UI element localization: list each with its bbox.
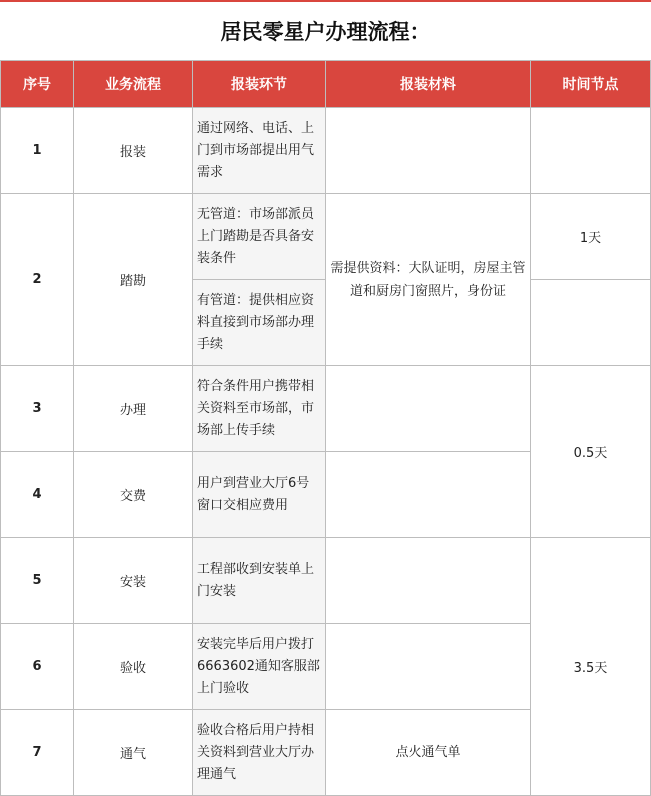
row-process: 报装 — [74, 108, 193, 194]
row-seq: 3 — [1, 366, 74, 452]
row-material-empty — [326, 108, 531, 194]
row-step: 无管道：市场部派员上门踏勘是否具备安装条件 — [193, 194, 326, 280]
row-seq: 7 — [1, 710, 74, 796]
row-step: 符合条件用户携带相关资料至市场部，市场部上传手续 — [193, 366, 326, 452]
time-node-1: 1天 — [531, 194, 651, 280]
header-seq: 序号 — [1, 61, 74, 108]
page-title: 居民零星户办理流程： — [220, 20, 431, 44]
row-seq: 4 — [1, 452, 74, 538]
row-process: 安装 — [74, 538, 193, 624]
row-seq: 6 — [1, 624, 74, 710]
table-row — [1, 194, 651, 280]
process-table — [0, 60, 651, 796]
row-step: 用户到营业大厅6号窗口交相应费用 — [193, 452, 326, 538]
row-material-empty — [326, 452, 531, 538]
row-seq: 1 — [1, 108, 74, 194]
row-seq: 2 — [1, 194, 74, 366]
table-row — [1, 366, 651, 452]
row-material-empty — [326, 366, 531, 452]
row-time-empty — [531, 108, 651, 194]
row-step: 工程部收到安装单上门安装 — [193, 538, 326, 624]
row-step: 通过网络、电话、上门到市场部提出用气需求 — [193, 108, 326, 194]
header-process: 业务流程 — [74, 61, 193, 108]
row-process: 踏勘 — [74, 194, 193, 366]
time-node-3: 3.5天 — [531, 538, 651, 796]
row-process: 验收 — [74, 624, 193, 710]
table-row — [1, 108, 651, 194]
material-ignition: 点火通气单 — [326, 710, 531, 796]
header-row — [1, 61, 651, 108]
row-step: 安装完毕后用户拨打6663602通知客服部上门验收 — [193, 624, 326, 710]
material-survey-text: 需提供资料：大队证明，房屋主管道和厨房门窗照片，身份证 — [330, 260, 526, 299]
row-process: 交费 — [74, 452, 193, 538]
row-process: 通气 — [74, 710, 193, 796]
time-node-2: 0.5天 — [531, 366, 651, 538]
material-survey — [326, 194, 531, 366]
row-step: 有管道：提供相应资料直接到市场部办理手续 — [193, 280, 326, 366]
row-time-empty — [531, 280, 651, 366]
header-material: 报装材料 — [326, 61, 531, 108]
row-process: 办理 — [74, 366, 193, 452]
row-material-empty — [326, 538, 531, 624]
header-step: 报装环节 — [193, 61, 326, 108]
row-seq: 5 — [1, 538, 74, 624]
header-time: 时间节点 — [531, 61, 651, 108]
row-step: 验收合格后用户持相关资料到营业大厅办理通气 — [193, 710, 326, 796]
table-row — [1, 538, 651, 624]
row-material-empty — [326, 624, 531, 710]
